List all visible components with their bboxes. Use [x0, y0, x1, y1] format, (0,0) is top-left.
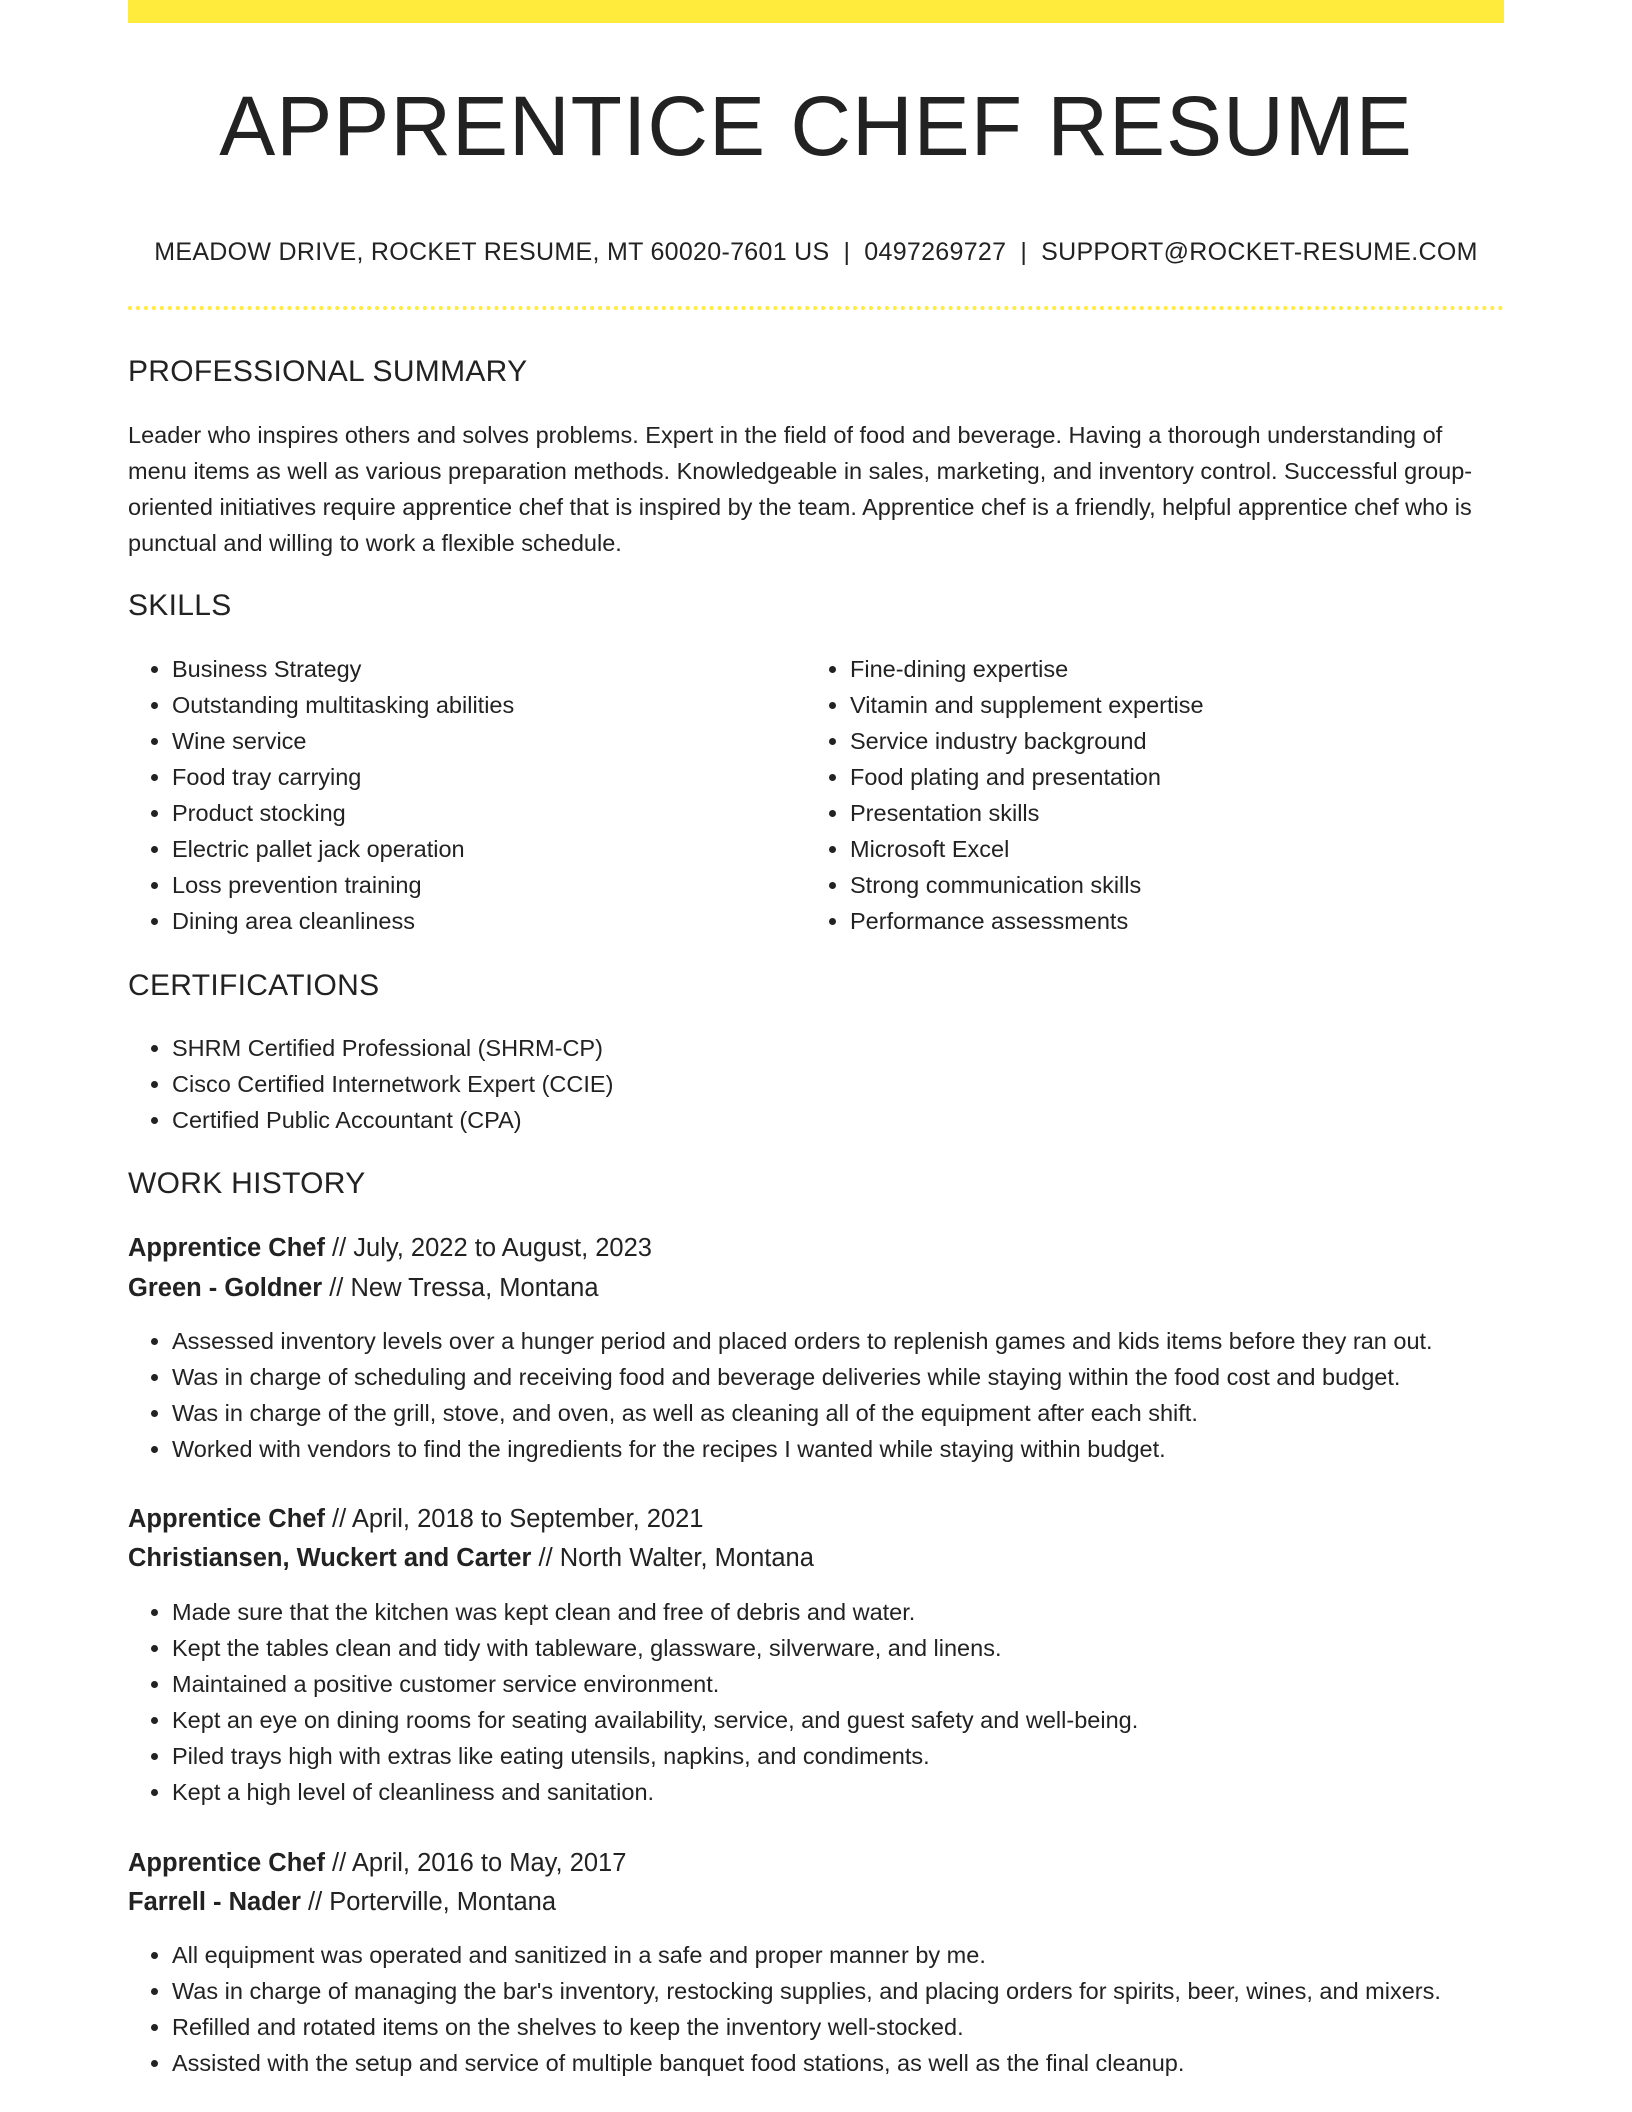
- job-location: // Porterville, Montana: [308, 1888, 557, 1916]
- job-location: // New Tressa, Montana: [329, 1274, 599, 1302]
- skill-item: • Presentation skills: [850, 795, 1530, 831]
- certifications-heading: CERTIFICATIONS: [128, 969, 380, 1002]
- contact-phone: 0497269727: [864, 238, 1007, 266]
- skill-item: • Product stocking: [172, 795, 852, 831]
- resume-title: APPRENTICE CHEF RESUME: [219, 79, 1413, 173]
- job-bullet: • Was in charge of scheduling and receiving food and beverage deliveries while staying within the food cost and budget.: [172, 1359, 1548, 1395]
- job-bullet: • Assisted with the setup and service of multiple banquet food stations, as well as the final cleanup.: [172, 2045, 1548, 2081]
- skills-list-right: [806, 651, 1530, 939]
- job-bullet: • All equipment was operated and sanitized in a safe and proper manner by me.: [172, 1937, 1548, 1973]
- job-bullet: • Was in charge of managing the bar's inventory, restocking supplies, and placing orders for spirits, beer, wines, and mixers.: [172, 1973, 1548, 2009]
- skill-item: • Microsoft Excel: [850, 831, 1530, 867]
- certification-item: • Cisco Certified Internetwork Expert (CCIE): [172, 1066, 1548, 1102]
- skill-item: • Business Strategy: [172, 651, 852, 687]
- certification-item: • Certified Public Accountant (CPA): [172, 1102, 1548, 1138]
- job-bullets: [128, 1323, 1548, 1467]
- skills-heading: SKILLS: [128, 589, 232, 622]
- skill-item: • Fine-dining expertise: [850, 651, 1530, 687]
- certifications-list: [128, 1030, 1548, 1138]
- job-title: Apprentice Chef: [128, 1849, 325, 1877]
- job-location: // North Walter, Montana: [538, 1544, 814, 1572]
- job-company: Christiansen, Wuckert and Carter: [128, 1544, 532, 1572]
- job-title-line: [128, 1845, 626, 1881]
- skill-item: • Electric pallet jack operation: [172, 831, 852, 867]
- job-bullet: • Made sure that the kitchen was kept clean and free of debris and water.: [172, 1594, 1548, 1630]
- job-company-line: [128, 1884, 556, 1920]
- skill-item: • Wine service: [172, 723, 852, 759]
- job-title-line: [128, 1501, 703, 1537]
- skill-item: • Service industry background: [850, 723, 1530, 759]
- job-bullet: • Piled trays high with extras like eating utensils, napkins, and condiments.: [172, 1738, 1548, 1774]
- job-bullets: [128, 1594, 1548, 1810]
- job-title: Apprentice Chef: [128, 1505, 325, 1533]
- job-title-line: [128, 1230, 652, 1266]
- job-bullets: [128, 1937, 1548, 2081]
- contact-email: SUPPORT@ROCKET-RESUME.COM: [1041, 238, 1478, 266]
- job-dates: // July, 2022 to August, 2023: [332, 1234, 652, 1262]
- job-bullet: • Kept an eye on dining rooms for seating availability, service, and guest safety and well-being.: [172, 1702, 1548, 1738]
- skill-item: • Loss prevention training: [172, 867, 852, 903]
- job-company-line: [128, 1540, 814, 1576]
- job-bullet: • Refilled and rotated items on the shelves to keep the inventory well-stocked.: [172, 2009, 1548, 2045]
- job-company-line: [128, 1270, 599, 1306]
- work-history-heading: WORK HISTORY: [128, 1167, 366, 1200]
- header-divider: [128, 306, 1504, 310]
- job-bullet: • Worked with vendors to find the ingredients for the recipes I wanted while staying within budget.: [172, 1431, 1548, 1467]
- contact-separator: |: [1020, 238, 1028, 266]
- skill-item: • Performance assessments: [850, 903, 1530, 939]
- skill-item: • Food tray carrying: [172, 759, 852, 795]
- skill-item: • Vitamin and supplement expertise: [850, 687, 1530, 723]
- job-title: Apprentice Chef: [128, 1234, 325, 1262]
- contact-address: MEADOW DRIVE, ROCKET RESUME, MT 60020-7601 US: [154, 238, 830, 266]
- skill-item: • Strong communication skills: [850, 867, 1530, 903]
- top-accent-bar: [128, 0, 1504, 23]
- job-dates: // April, 2016 to May, 2017: [332, 1849, 627, 1877]
- certification-item: • SHRM Certified Professional (SHRM-CP): [172, 1030, 1548, 1066]
- job-company: Farrell - Nader: [128, 1888, 301, 1916]
- job-dates: // April, 2018 to September, 2021: [332, 1505, 704, 1533]
- job-bullet: • Maintained a positive customer service environment.: [172, 1666, 1548, 1702]
- job-bullet: • Assessed inventory levels over a hunger period and placed orders to replenish games and kids items before they ran out.: [172, 1323, 1548, 1359]
- skill-item: • Dining area cleanliness: [172, 903, 852, 939]
- summary-heading: PROFESSIONAL SUMMARY: [128, 355, 528, 388]
- skills-list-left: [128, 651, 852, 939]
- job-bullet: • Was in charge of the grill, stove, and oven, as well as cleaning all of the equipment after each shift.: [172, 1395, 1548, 1431]
- contact-separator: |: [843, 238, 851, 266]
- job-bullet: • Kept a high level of cleanliness and sanitation.: [172, 1774, 1548, 1810]
- summary-text: Leader who inspires others and solves problems. Expert in the field of food and beverage. Having a thorough understanding of menu items as well as various preparation methods. Knowledgeable in sales, marketing, and inventory control. Successful group-oriented initiatives require apprentice chef that is inspired by the team. Apprentice chef is a friendly, helpful apprentice chef who is punctual and willing to work a flexible schedule.: [128, 422, 1473, 556]
- skill-item: • Outstanding multitasking abilities: [172, 687, 852, 723]
- contact-line: [128, 238, 1504, 267]
- job-bullet: • Kept the tables clean and tidy with tableware, glassware, silverware, and linens.: [172, 1630, 1548, 1666]
- job-company: Green - Goldner: [128, 1274, 323, 1302]
- skill-item: • Food plating and presentation: [850, 759, 1530, 795]
